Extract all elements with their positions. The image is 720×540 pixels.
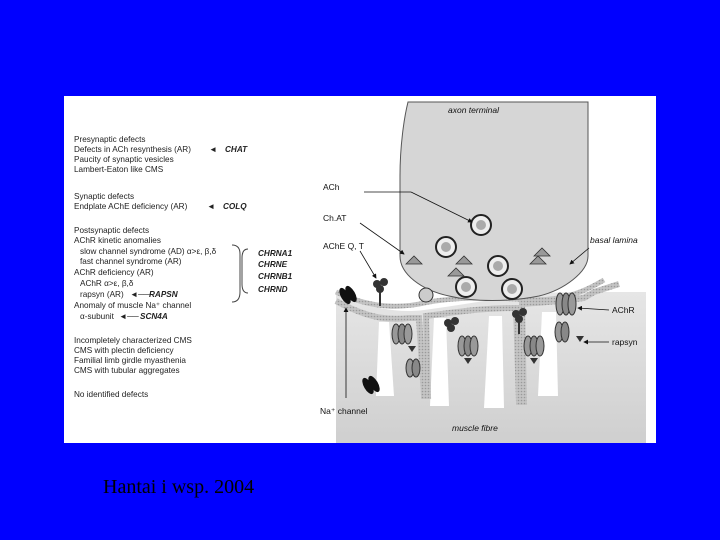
ach-vesicle [471, 215, 491, 235]
achr-receptor [524, 336, 544, 356]
label-basal-lamina: basal lamina [590, 235, 638, 245]
arrow-icon: ◄ [209, 145, 218, 154]
postsynaptic-heading: Postsynaptic defects [74, 226, 150, 235]
other-item: CMS with plectin deficiency [74, 346, 174, 355]
synaptic-item: Endplate AChE deficiency (AR) [74, 202, 188, 211]
ache-cluster [373, 278, 388, 306]
label-ach: ACh [323, 182, 340, 192]
other-item: Incompletely characterized CMS [74, 336, 192, 345]
postsynaptic-item: rapsyn (AR) [80, 290, 124, 299]
gene-scn4a: SCN4A [140, 312, 168, 321]
postsynaptic-item: slow channel syndrome (AD) α>ε, β,δ [80, 247, 217, 256]
achr-receptor [458, 336, 478, 356]
postsynaptic-item: AChR kinetic anomalies [74, 236, 161, 245]
presynaptic-heading: Presynaptic defects [74, 135, 146, 144]
gene-chrnd: CHRND [258, 285, 288, 294]
no-defects: No identified defects [74, 390, 149, 399]
achr-receptor [406, 359, 420, 377]
postsynaptic-item: AChR deficiency (AR) [74, 268, 154, 277]
achr-receptor [555, 322, 569, 342]
gene-chrnb1: CHRNB1 [258, 272, 293, 281]
label-rapsyn: rapsyn [612, 337, 638, 347]
gene-chrna1: CHRNA1 [258, 249, 293, 258]
presynaptic-item: Paucity of synaptic vesicles [74, 155, 174, 164]
fusing-vesicle [419, 288, 433, 302]
gene-chat: CHAT [225, 145, 248, 154]
leader-line [360, 223, 404, 254]
label-axon-terminal: axon terminal [448, 105, 500, 115]
ach-vesicle [488, 256, 508, 276]
label-na-channel: Na⁺ channel [320, 406, 368, 416]
junction-diagram [64, 96, 656, 443]
gene-rapsn: RAPSN [149, 290, 178, 299]
gene-colq: COLQ [223, 202, 247, 211]
figure-panel [64, 96, 656, 443]
achr-receptor [392, 324, 412, 344]
ach-vesicle [436, 237, 456, 257]
arrow-icon: ◄── [119, 312, 139, 321]
postsynaptic-item: Anomaly of muscle Na⁺ channel [74, 301, 192, 310]
presynaptic-item: Defects in ACh resynthesis (AR) [74, 145, 191, 154]
synaptic-heading: Synaptic defects [74, 192, 135, 201]
other-item: CMS with tubular aggregates [74, 366, 180, 375]
postsynaptic-item: α-subunit [80, 312, 114, 321]
label-chat: Ch.AT [323, 213, 347, 223]
presynaptic-item: Lambert-Eaton like CMS [74, 165, 164, 174]
ach-vesicle [502, 279, 522, 299]
achr-receptor [556, 293, 576, 315]
other-item: Familial limb girdle myasthenia [74, 356, 186, 365]
citation-caption: Hantai i wsp. 2004 [103, 476, 255, 498]
gene-chrne: CHRNE [258, 260, 288, 269]
leader-line [360, 251, 376, 278]
postsynaptic-item: fast channel syndrome (AR) [80, 257, 182, 266]
postsynaptic-item: AChR α>ε, β,δ [80, 279, 134, 288]
arrow-icon: ◄── [130, 290, 150, 299]
label-achr: AChR [612, 305, 635, 315]
arrow-icon: ◄ [207, 202, 216, 211]
label-ache: AChE Q, T [323, 241, 364, 251]
label-muscle-fibre: muscle fibre [452, 423, 498, 433]
ach-vesicle [456, 277, 476, 297]
